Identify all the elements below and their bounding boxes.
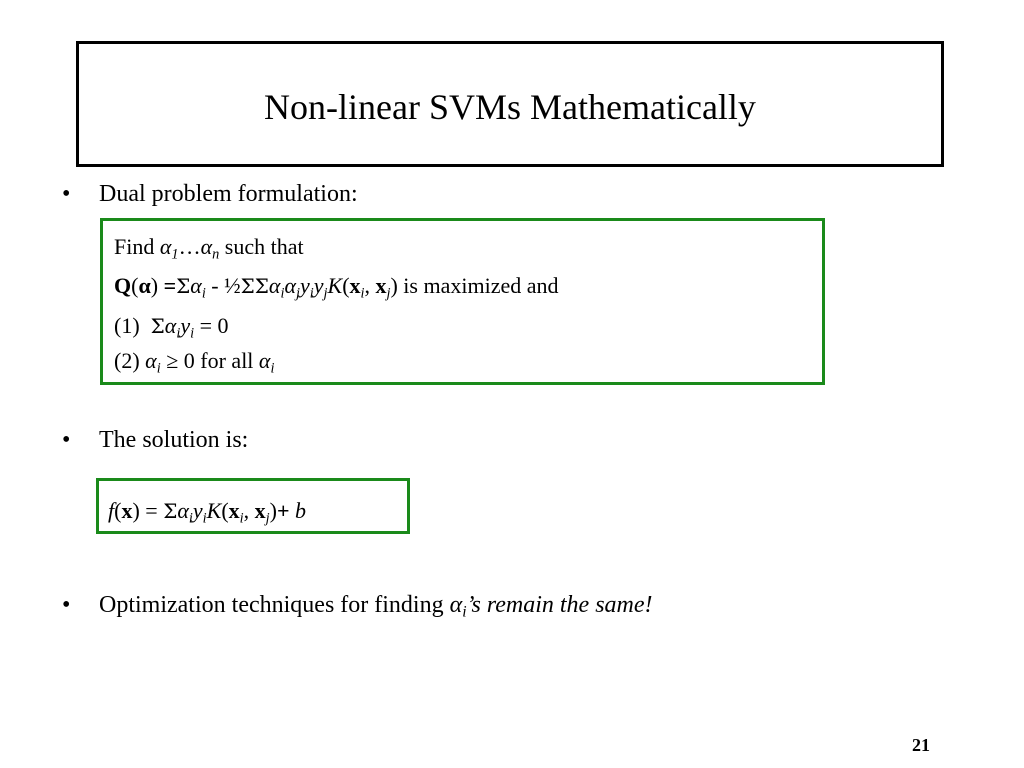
formula-constraint-1: (1) $\Sigma\alpha_iy_i = 0$: [114, 313, 229, 342]
bullet-text: The solution is:: [99, 427, 249, 453]
formula-constraint-2: (2) $\alpha_i \ge 0$ for all $\alpha_i$: [114, 348, 275, 377]
solution-box: [96, 478, 410, 534]
bullet-marker: •: [62, 181, 71, 207]
bullet-text: Optimization techniques for finding $\alpha_i’s$ remain the same!: [99, 592, 653, 621]
formula-objective-line: $Q(\alpha) =\Sigma\alpha_i$ - $\frac{1}{2}\Sigma\Sigma\alpha_i\alpha_jy_iy_jK(x_i$, $x_j$) is maximized and: [114, 273, 559, 302]
formula-find-line: Find $\alpha_1\dots\alpha_n$ such that: [114, 234, 304, 263]
bullet-marker: •: [62, 427, 71, 453]
slide-title: Non-linear SVMs Mathematically: [264, 87, 756, 127]
bullet-marker: •: [62, 592, 71, 618]
formula-solution: $f(x) = \Sigma\alpha_iy_iK(x_i$, $x_j)+ b$: [108, 498, 306, 527]
bullet-text: Dual problem formulation:: [99, 181, 358, 207]
page-number: 21: [912, 735, 930, 755]
dual-problem-box: [100, 218, 825, 385]
title-box: [76, 41, 944, 167]
